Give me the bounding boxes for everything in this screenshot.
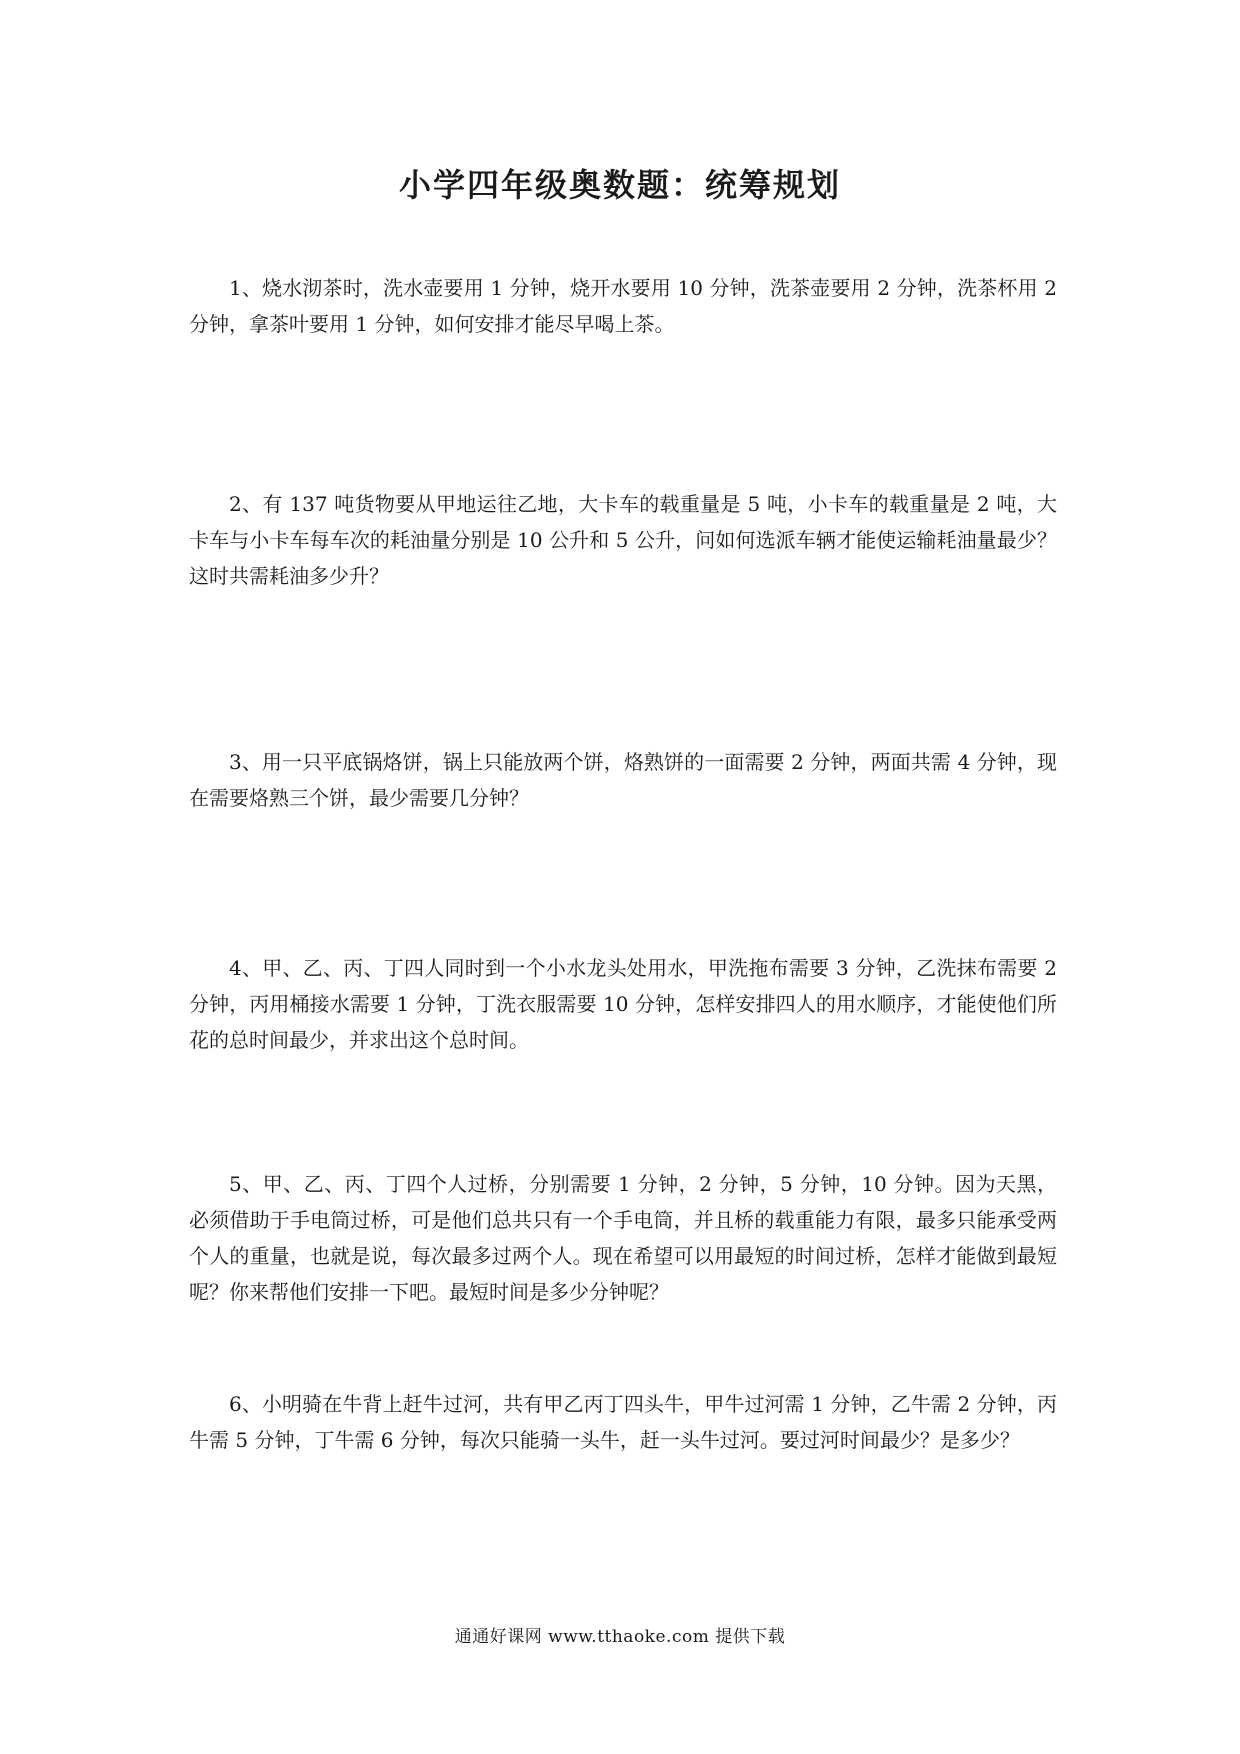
document-title: 小学四年级奥数题：统筹规划	[398, 166, 841, 204]
problem-2: 2、有 137 吨货物要从甲地运往乙地，大卡车的载重量是 5 吨，小卡车的载重量是 2 吨，大卡车与小卡车每车次的耗油量分别是 10 公升和 5 公升，问如何选派车辆才能使运输耗油量最少？这时共需耗油多少升？	[189, 492, 1057, 588]
page-footer: 通通好课网 www.tthaoke.com 提供下载	[454, 1627, 786, 1647]
problem-3: 3、用一只平底锅烙饼，锅上只能放两个饼，烙熟饼的一面需要 2 分钟，两面共需 4 分钟，现在需要烙熟三个饼，最少需要几分钟？	[189, 750, 1057, 810]
problem-6: 6、小明骑在牛背上赶牛过河，共有甲乙丙丁四头牛，甲牛过河需 1 分钟，乙牛需 2 分钟，丙牛需 5 分钟，丁牛需 6 分钟，每次只能骑一头牛，赶一头牛过河。要过河时间最少？是多少？	[189, 1392, 1057, 1452]
problem-1: 1、烧水沏茶时，洗水壶要用 1 分钟，烧开水要用 10 分钟，洗茶壶要用 2 分钟，洗茶杯用 2 分钟，拿茶叶要用 1 分钟，如何安排才能尽早喝上茶。	[189, 276, 1057, 336]
problem-5: 5、甲、乙、丙、丁四个人过桥，分别需要 1 分钟，2 分钟，5 分钟，10 分钟。因为天黑，必须借助于手电筒过桥，可是他们总共只有一个手电筒，并且桥的载重能力有限，最多只能承受两个人的重量，也就是说，每次最多过两个人。现在希望可以用最短的时间过桥，怎样才能做到最短呢？你来帮他们安排一下吧。最短时间是多少分钟呢？	[189, 1172, 1057, 1304]
problem-4: 4、甲、乙、丙、丁四人同时到一个小水龙头处用水，甲洗拖布需要 3 分钟，乙洗抹布需要 2 分钟，丙用桶接水需要 1 分钟，丁洗衣服需要 10 分钟，怎样安排四人的用水顺序，才能使他们所花的总时间最少，并求出这个总时间。	[189, 956, 1057, 1052]
